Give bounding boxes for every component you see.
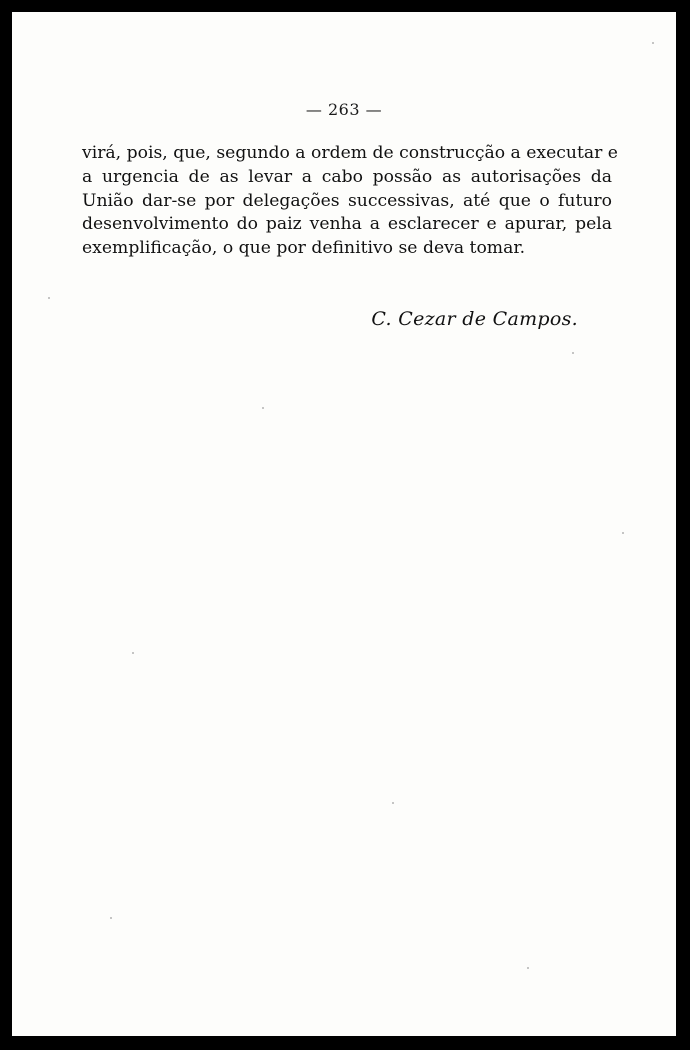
text-line: União dar-se por delegações successivas, até que o futuro (82, 190, 612, 211)
text-line: a urgencia de as levar a cabo possão as autorisações da (82, 166, 612, 187)
scan-speck (527, 967, 529, 969)
text-line: exemplificação, o que por definitivo se deva tomar. (82, 238, 526, 259)
scan-speck (132, 652, 134, 654)
scan-speck (572, 352, 574, 354)
scan-speck (110, 917, 112, 919)
text-line: virá, pois, que, segundo a ordem de construcção a executar e (82, 143, 618, 163)
scan-speck (262, 407, 264, 409)
scan-speck (392, 802, 394, 804)
document-page (12, 12, 676, 1036)
text-line: desenvolvimento do paiz venha a esclarecer e apurar, pela (82, 214, 612, 235)
author-signature: C. Cezar de Campos. (371, 308, 578, 330)
body-paragraph (82, 142, 618, 261)
scan-speck (48, 297, 50, 299)
scan-speck (622, 532, 624, 534)
page-number: — 263 — (305, 100, 383, 119)
scan-speck (652, 42, 654, 44)
